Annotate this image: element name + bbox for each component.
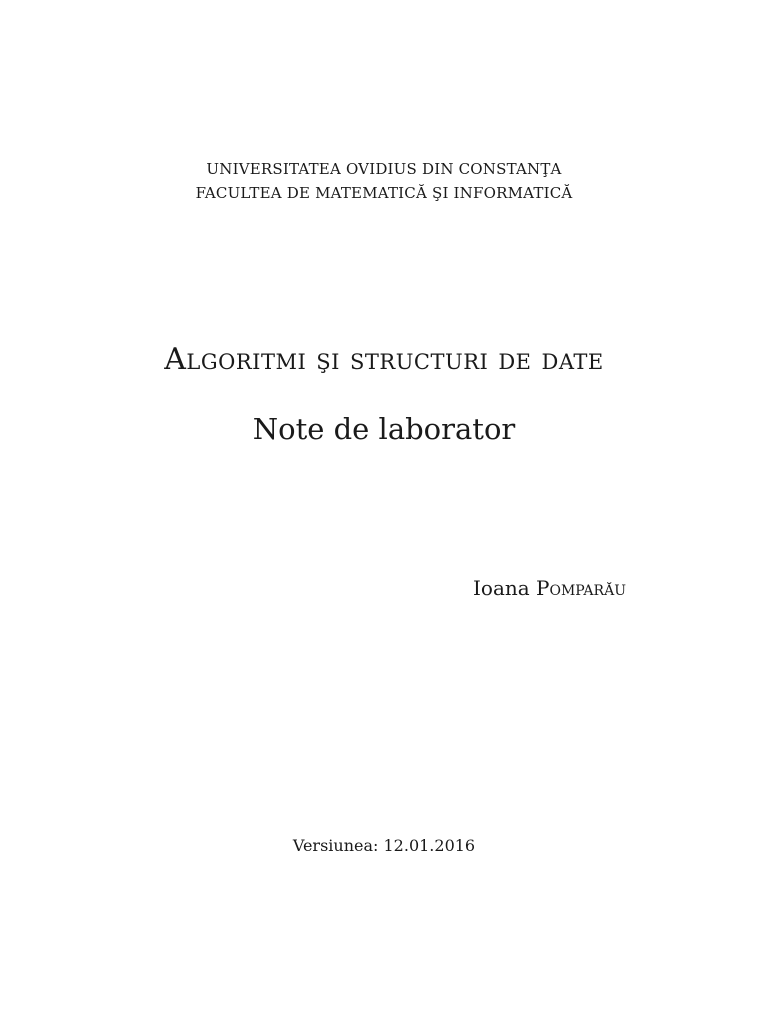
author-last-name: Pomparău [536,576,626,600]
university-name: UNIVERSITATEA OVIDIUS DIN CONSTANŢA [206,160,562,178]
version-label: Versiunea: 12.01.2016 [292,836,476,855]
author-first-name: Ioana [473,576,530,600]
document-subtitle: Note de laborator [252,412,516,446]
faculty-name: FACULTEA DE MATEMATICĂ ŞI INFORMATICĂ [195,184,573,202]
document-title: Algoritmi şi structuri de date [164,342,604,377]
author [473,576,626,600]
